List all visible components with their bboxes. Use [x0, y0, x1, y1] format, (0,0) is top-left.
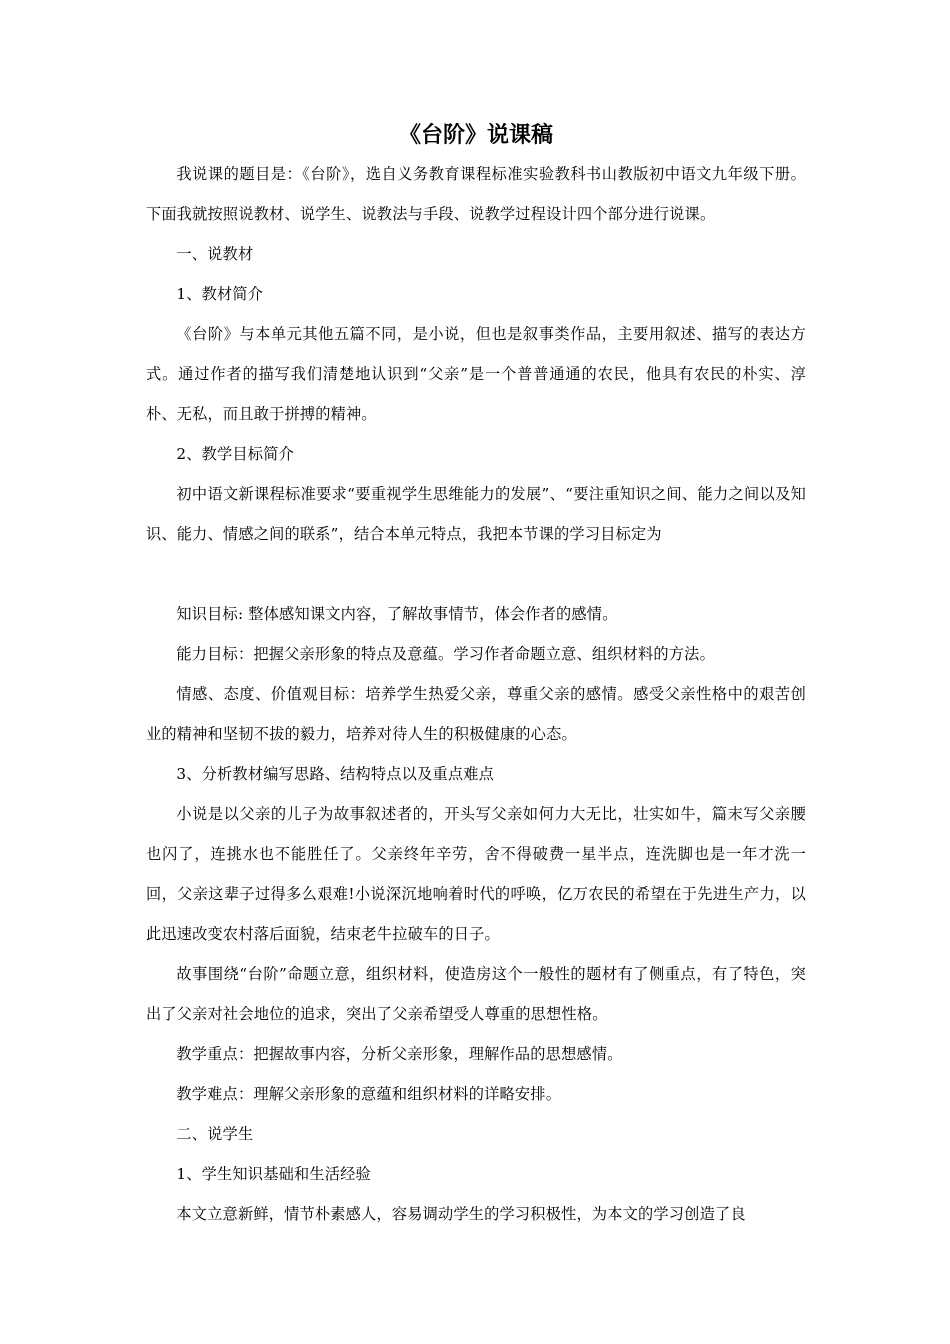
subsection-heading: 2、教学目标简介 [176, 445, 294, 463]
objective-knowledge: 知识目标: 整体感知课文内容，了解故事情节，体会作者的感情。 [176, 605, 618, 623]
section-heading: 一、说教材 [176, 245, 254, 263]
body-paragraph: 《台阶》与本单元其他五篇不同，是小说，但也是叙事类作品，主要用叙述、描写的表达方式。通过作者的描写我们清楚地认识到“父亲”是一个普普通通的农民，他具有农民的朴实、淳朴、无私，而且敢于拼搏的精神。 [146, 325, 806, 423]
section-heading: 二、说学生 [176, 1125, 254, 1143]
document-page [146, 118, 806, 1234]
body-paragraph: 故事围绕“台阶”命题立意，组织材料，使造房这个一般性的题材有了侧重点，有了特色，突出了父亲对社会地位的追求，突出了父亲希望受人尊重的思想性格。 [146, 965, 806, 1023]
teaching-difficulty: 教学难点：理解父亲形象的意蕴和组织材料的详略安排。 [176, 1085, 562, 1103]
subsection-heading: 1、教材简介 [176, 285, 264, 303]
teaching-focus: 教学重点：把握故事内容，分析父亲形象，理解作品的思想感情。 [176, 1045, 623, 1063]
objective-emotion: 情感、态度、价值观目标：培养学生热爱父亲，尊重父亲的感情。感受父亲性格中的艰苦创业的精神和坚韧不拔的毅力，培养对待人生的积极健康的心态。 [146, 685, 806, 743]
blank-line [146, 554, 806, 594]
subsection-heading: 1、学生知识基础和生活经验 [176, 1165, 371, 1183]
document-title: 《台阶》说课稿 [398, 123, 553, 148]
body-paragraph: 小说是以父亲的儿子为故事叙述者的，开头写父亲如何力大无比，壮实如牛，篇末写父亲腰也闪了，连挑水也不能胜任了。父亲终年辛劳，舍不得破费一星半点，连洗脚也是一年才洗一回，父亲这辈子过得多么艰难!小说深沉地响着时代的呼唤，亿万农民的希望在于先进生产力，以此迅速改变农村落后面貌，结束老牛拉破车的日子。 [146, 805, 806, 943]
objective-ability: 能力目标：把握父亲形象的特点及意蕴。学习作者命题立意、组织材料的方法。 [176, 645, 715, 663]
body-paragraph: 初中语文新课程标准要求“要重视学生思维能力的发展”、“要注重知识之间、能力之间以及知识、能力、情感之间的联系”，结合本单元特点，我把本节课的学习目标定为 [146, 485, 806, 543]
intro-paragraph: 我说课的题目是：《台阶》，选自义务教育课程标准实验教科书山教版初中语文九年级下册。下面我就按照说教材、说学生、说教法与手段、说教学过程设计四个部分进行说课。 [146, 165, 806, 223]
body-paragraph: 本文立意新鲜，情节朴素感人，容易调动学生的学习积极性，为本文的学习创造了良 [176, 1205, 746, 1223]
subsection-heading: 3、分析教材编写思路、结构特点以及重点难点 [176, 765, 495, 783]
